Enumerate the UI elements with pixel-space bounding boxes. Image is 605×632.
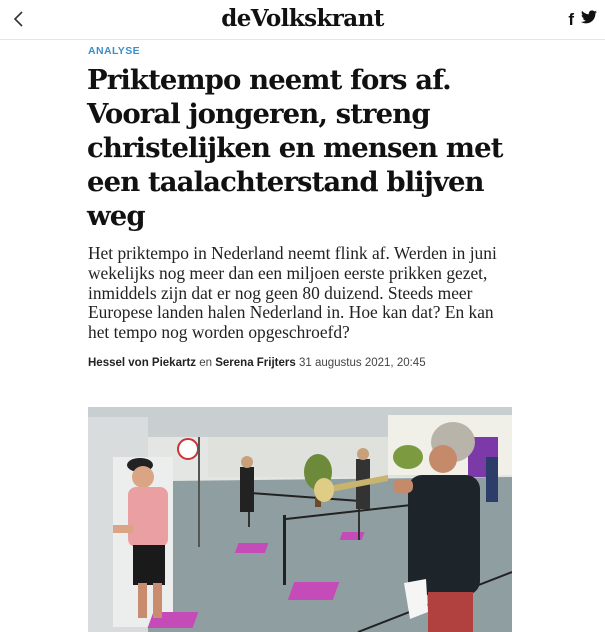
- byline-separator: en: [199, 357, 213, 369]
- publish-date: 31 augustus 2021, 20:45: [298, 357, 426, 369]
- twitter-icon[interactable]: [581, 10, 597, 29]
- article-intro: Het priktempo in Nederland neemt flink af. Werden in juni wekelijks nog meer dan een miljoen eerste prikken gezet, inmiddels zijn dat er nog geen 80 duizend. Steeds meer Europese landen halen Nederland in. Hoe kan dat? En kan het tempo nog worden opgeschroefd?: [88, 243, 497, 343]
- site-logo[interactable]: deVolkskrant: [221, 5, 384, 32]
- article-category-label[interactable]: ANALYSE: [88, 45, 141, 57]
- author-link[interactable]: Serena Frijters: [215, 357, 296, 369]
- top-bar: [0, 0, 605, 40]
- article-photo: [88, 407, 512, 632]
- article-headline: Priktempo neemt fors af. Vooral jongeren, streng christelijken en mensen met een taalachterstand blijven weg: [87, 64, 503, 232]
- share-buttons: [568, 10, 597, 29]
- article-byline: [88, 357, 426, 369]
- author-link[interactable]: Hessel von Piekartz: [88, 357, 197, 369]
- facebook-icon[interactable]: f: [568, 9, 574, 29]
